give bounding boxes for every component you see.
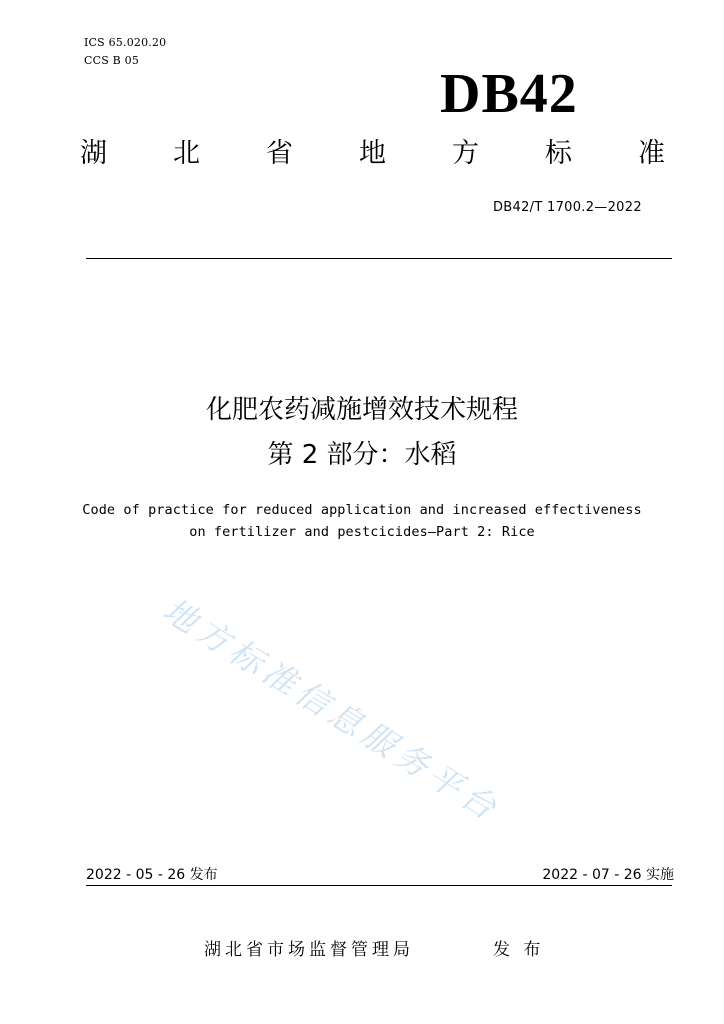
publisher-action: 发 布: [493, 940, 545, 960]
implement-date: 2022 - 07 - 26 实施: [542, 867, 674, 883]
standard-mark: DB42: [440, 63, 578, 125]
title-zh-line1: 化肥农药减施增效技术规程: [205, 395, 518, 425]
standard-number: DB42/T 1700.2—2022: [493, 200, 642, 215]
publisher-name: 湖北省市场监督管理局: [204, 940, 414, 960]
title-en-line2: on fertilizer and pestcicides—Part 2: Rice: [189, 524, 535, 540]
title-en-line1: Code of practice for reduced application and increased effectiveness: [82, 502, 642, 518]
authority-char: 标: [545, 138, 572, 169]
authority-char: 准: [638, 138, 665, 169]
authority-char: 省: [266, 138, 293, 169]
issue-date: 2022 - 05 - 26 发布: [86, 867, 218, 883]
ics-code: ICS 65.020.20: [84, 36, 167, 49]
title-zh-line2: 第 2 部分：水稻: [267, 440, 457, 470]
footer-divider: [86, 885, 672, 886]
header-divider: [86, 258, 672, 259]
authority-char: 北: [173, 138, 200, 169]
authority-char: 地: [359, 138, 386, 169]
authority-char: 湖: [80, 138, 107, 169]
authority-char: 方: [452, 138, 479, 169]
ccs-code: CCS B 05: [84, 54, 140, 67]
authority-title: [80, 140, 665, 167]
watermark: 地方标准信息服务平台: [156, 590, 508, 830]
